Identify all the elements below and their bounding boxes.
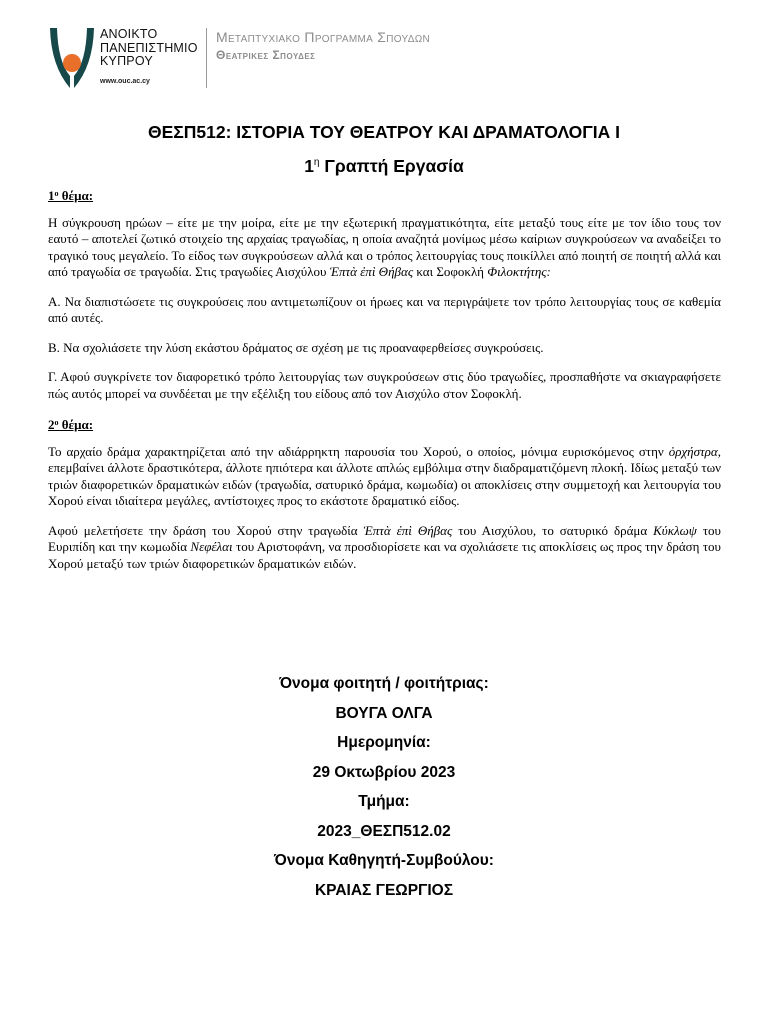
topic-2-heading bbox=[48, 415, 721, 434]
university-name-line: ΑΝΟΙΚΤΟ bbox=[100, 27, 158, 41]
topic-1-question-a: Α. Να διαπιστώσετε τις συγκρούσεις που αντιμετωπίζουν οι ήρωες και να περιγράψετε τον τρόπο λειτουργίας τους σε καθεμία από αυτές. bbox=[48, 293, 721, 325]
text-span: Το αρχαίο δράμα χαρακτηρίζεται από την αδιάρρηκτη παρουσία του Χορού, ο οποίος, μόνιμα ευρισκόμενος στην bbox=[48, 443, 669, 459]
university-name-line: ΚΥΠΡΟΥ bbox=[100, 54, 153, 68]
play-title: Ἑπτὰ ἐπὶ Θήβας bbox=[363, 522, 453, 538]
assignment-title bbox=[0, 156, 768, 177]
topic-label: θέμα: bbox=[58, 417, 94, 432]
topic-1-question-c: Γ. Αφού συγκρίνετε τον διαφορετικό τρόπο λειτουργίας των συγκρούσεων στις δύο τραγωδίες, προσπαθήστε να σκιαγραφήσετε πώς αυτός μπορεί να συνδέεται με την εξέλιξη του είδους από τον Αισχύλο στον Σοφοκλή. bbox=[48, 369, 721, 401]
assignment-text: Γραπτή Εργασία bbox=[319, 156, 464, 176]
section-label: Τμήμα: bbox=[358, 793, 410, 810]
play-title: Κύκλωψ bbox=[653, 522, 697, 538]
assignment-ordinal: η bbox=[313, 157, 320, 168]
text-span: του Αισχύλου, το σατυρικό δράμα bbox=[452, 522, 654, 538]
text-span: του Ευριπίδη και την κωμωδία bbox=[48, 522, 721, 554]
play-title: Φιλοκτήτης: bbox=[487, 264, 551, 279]
play-title: Νεφέλαι bbox=[190, 539, 233, 554]
university-name bbox=[100, 28, 198, 69]
date-label: Ημερομηνία: bbox=[337, 734, 431, 751]
text-span: , επεμβαίνει άλλοτε δραστικότερα, άλλοτε ηπιότερα και άλλοτε απλώς εμβόλιμα στην διαδραματιζόμενη πλοκή. Ιδίως μεταξύ των τριών διαφορετικών δραματικών ειδών (τραγωδία, σατυρικό δράμα, κωμωδία) οι αποκλίσεις στην συμμετοχή και λειτουργία του Χορού είναι ιδιαίτερα μεγάλες, αντίστοιχες προς το εκάστοτε δραματικό είδος. bbox=[48, 443, 721, 508]
topic-1-question-b: Β. Να σχολιάσετε την λύση εκάστου δράματος σε σχέση με τις προαναφερθείσες συγκρούσεις. bbox=[48, 339, 544, 355]
submission-info bbox=[0, 673, 768, 909]
assignment-body bbox=[48, 186, 721, 585]
university-url: www.ouc.ac.cy bbox=[100, 78, 150, 85]
topic-ordinal: ο bbox=[54, 418, 59, 427]
topic-2-paragraph-1 bbox=[48, 444, 721, 510]
text-span: του Αριστοφάνη, να προσδιορίσετε και να σχολιάσετε τις αποκλίσεις ως προς την δράση του Χορού μεταξύ των τριών διαφορετικών δραματικών ειδών. bbox=[48, 539, 721, 571]
topic-number: 1 bbox=[48, 188, 55, 203]
page-header bbox=[48, 26, 728, 94]
university-name-line: ΠΑΝΕΠΙΣΤΗΜΙΟ bbox=[100, 40, 198, 55]
advisor-label: Όνομα Καθηγητή-Συμβούλου: bbox=[274, 852, 494, 869]
topic-1-heading bbox=[48, 186, 721, 205]
topic-2-paragraph-2 bbox=[48, 523, 721, 573]
section-value: 2023_ΘΕΣΠ512.02 bbox=[317, 822, 451, 840]
student-name: ΒΟΥΓΑ ΟΛΓΑ bbox=[335, 704, 433, 722]
text-span: και Σοφοκλή bbox=[413, 264, 488, 279]
topic-number: 2 bbox=[48, 417, 55, 432]
topic-label: θέμα: bbox=[58, 188, 94, 203]
date-value: 29 Οκτωβρίου 2023 bbox=[312, 763, 456, 781]
header-divider bbox=[206, 28, 207, 88]
assignment-number: 1 bbox=[304, 156, 314, 176]
program-name: Μεταπτυχιακο Προγραμμα Σπουδων bbox=[216, 29, 431, 45]
department-name: Θεατρικες Σπουδες bbox=[216, 48, 316, 62]
play-title: Ἑπτὰ ἐπὶ Θήβας bbox=[329, 264, 414, 279]
university-logo-icon bbox=[48, 26, 96, 90]
text-span: Αφού μελετήσετε την δράση του Χορού στην τραγωδία bbox=[48, 522, 364, 538]
topic-ordinal: ο bbox=[54, 189, 59, 198]
student-label: Όνομα φοιτητή / φοιτήτριας: bbox=[279, 675, 489, 692]
text-span: Η σύγκρουση ηρώων – είτε με την μοίρα, είτε με την εξωτερική πραγματικότητα, είτε μεταξύ τους είτε με τον ίδιο τους τον εαυτό – αποτελεί ζωτικό στοιχείο της αρχαίας τραγωδίας, η οποία αναζητά μονίμως μέσω καίριων συγκρούσεων να αναδείξει το τραγικό τους μεγαλείο. Το είδος των συγκρούσεων αλλά και ο τρόπος λειτουργίας τους ποικίλλει από ποιητή σε ποιητή αλλά και από τραγωδία σε τραγωδία. Στις τραγωδίες Αισχύλου bbox=[48, 214, 721, 279]
advisor-name: ΚΡΑΙΑΣ ΓΕΩΡΓΙΟΣ bbox=[314, 881, 454, 899]
topic-1-intro bbox=[48, 215, 721, 281]
term: ὀρχήστρα bbox=[668, 443, 718, 459]
course-title: ΘΕΣΠ512: ΙΣΤΟΡΙΑ ΤΟΥ ΘΕΑΤΡΟΥ ΚΑΙ ΔΡΑΜΑΤΟΛΟΓΙΑ Ι bbox=[148, 122, 620, 142]
